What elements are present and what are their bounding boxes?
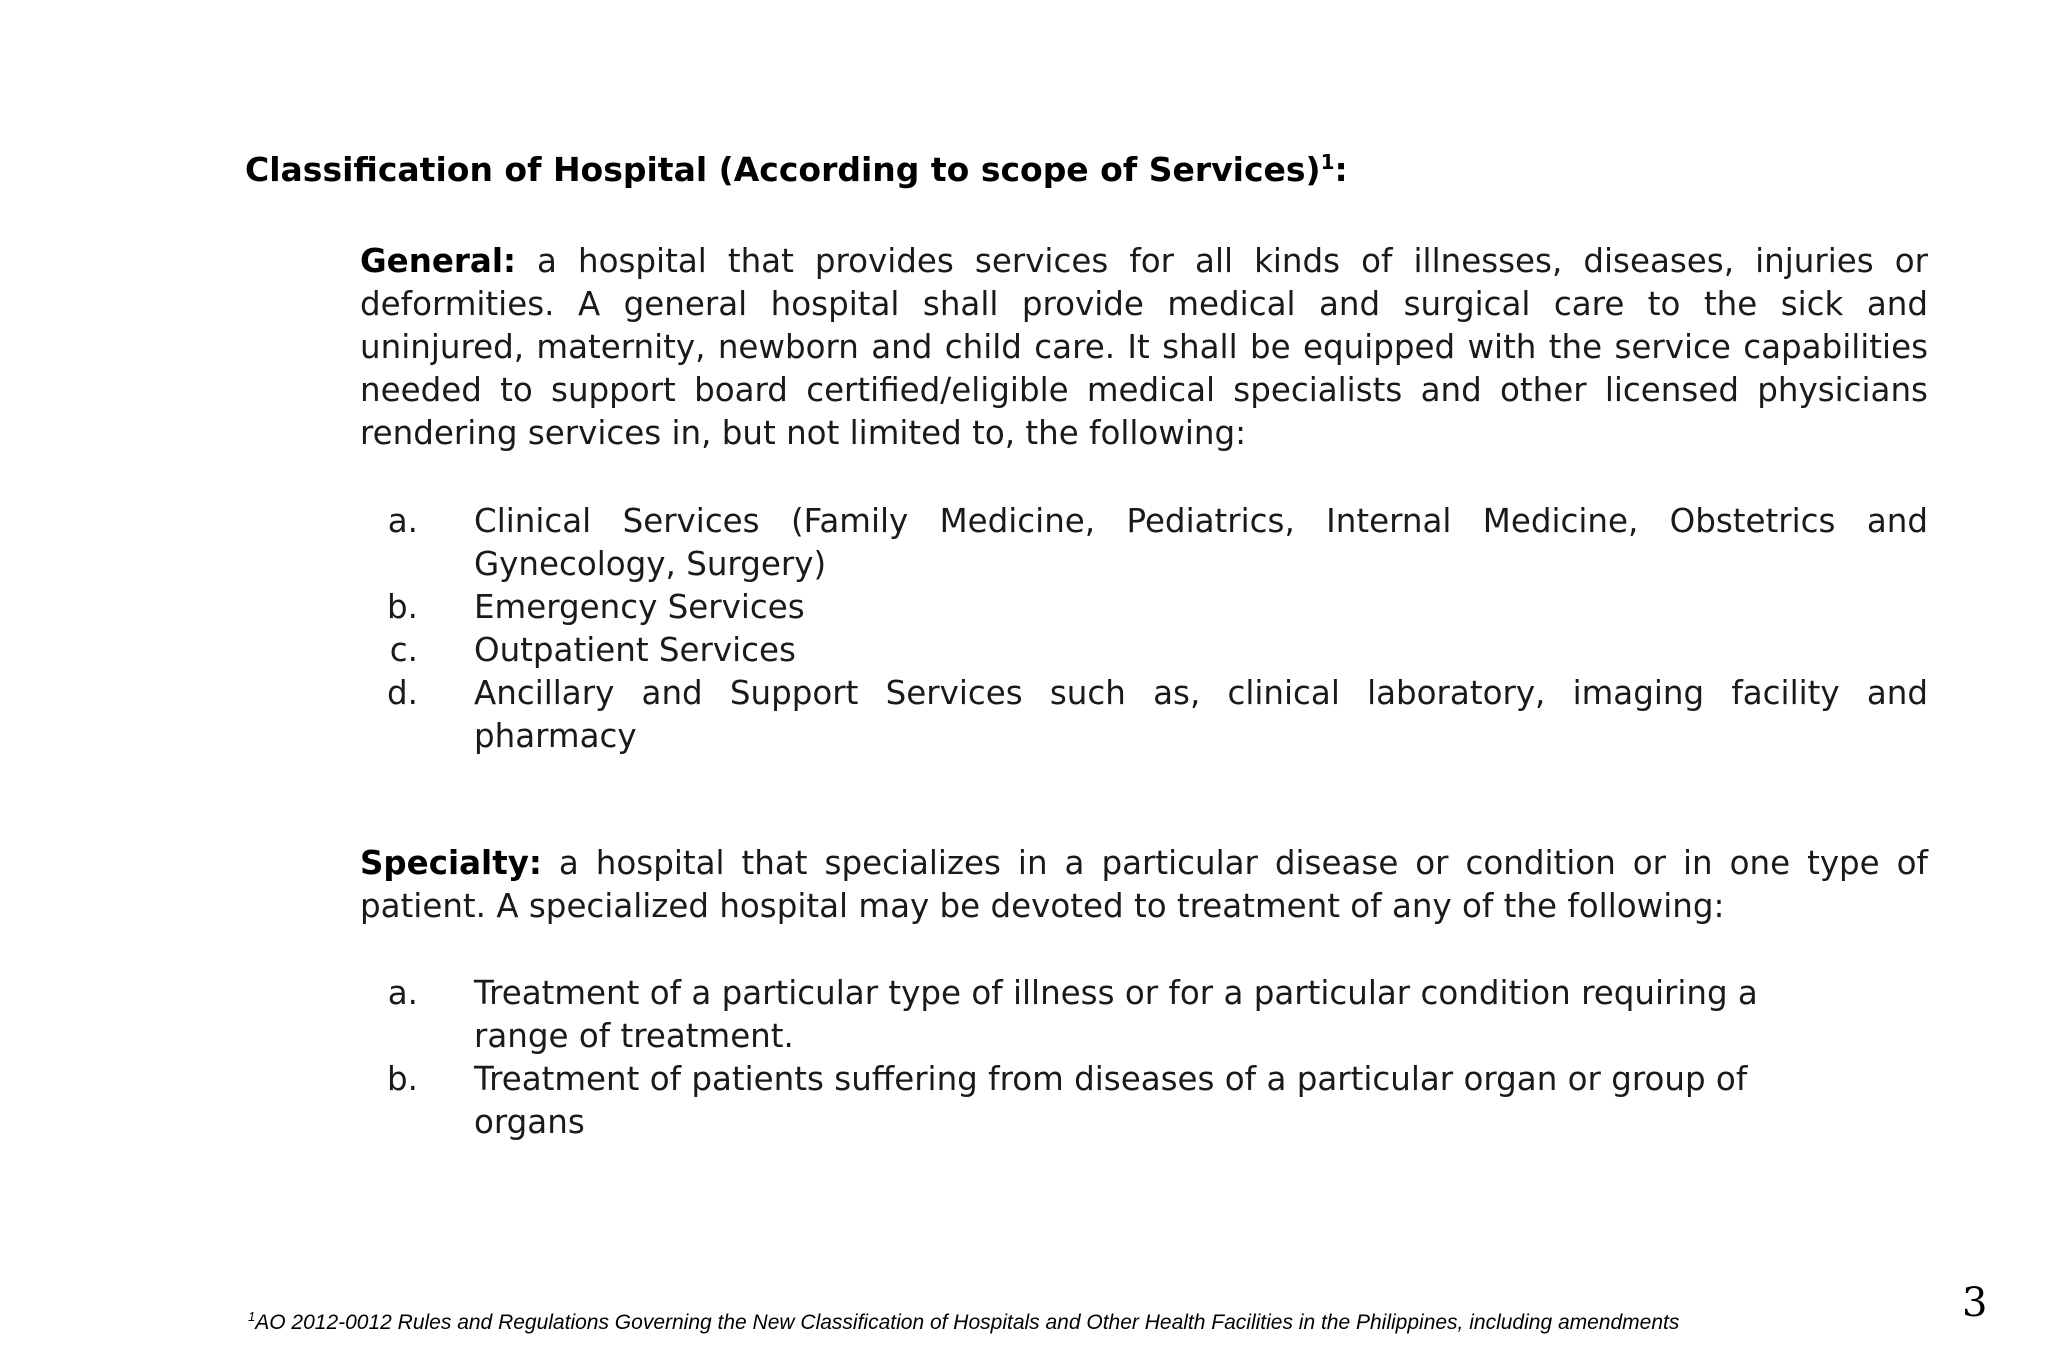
list-item-text: Treatment of patients suffering from diseases of a particular organ or group of organs xyxy=(474,1060,1748,1141)
footnote-text: AO 2012-0012 Rules and Regulations Governing the New Classification of Hospitals and Other Health Facilities in the Philippines, including amendments xyxy=(255,1311,1680,1334)
list-marker: c. xyxy=(389,631,418,669)
page-number: 3 xyxy=(1962,1280,1988,1326)
list-item xyxy=(360,672,1928,758)
general-term: General: xyxy=(360,242,516,280)
general-list-container xyxy=(360,500,1928,758)
specialty-definition-text: a hospital that specializes in a particular disease or condition or in one type of patient. A specialized hospital may be devoted to treatment of any of the following: xyxy=(360,844,1928,925)
list-item xyxy=(360,972,1860,1058)
list-item xyxy=(360,629,1928,672)
list-marker: b. xyxy=(387,588,418,626)
list-item xyxy=(360,500,1928,586)
page-heading xyxy=(245,150,1348,189)
list-item-text: Treatment of a particular type of illness or for a particular condition requiring a range of treatment. xyxy=(474,974,1758,1055)
heading-suffix: : xyxy=(1334,150,1348,189)
footnote xyxy=(248,1309,1679,1335)
list-item xyxy=(360,1058,1860,1144)
specialty-definition xyxy=(360,842,1928,928)
list-item xyxy=(360,586,1928,629)
list-marker: a. xyxy=(387,502,418,540)
specialty-treatment-list xyxy=(360,972,1860,1144)
list-marker: a. xyxy=(387,974,418,1012)
specialty-list-container xyxy=(360,972,1860,1144)
list-item-text: Outpatient Services xyxy=(474,631,796,669)
heading-footnote-ref: 1 xyxy=(1320,150,1335,174)
footnote-marker: 1 xyxy=(248,1309,256,1324)
general-section xyxy=(360,240,1928,455)
specialty-term: Specialty: xyxy=(360,844,542,882)
list-item-text: Emergency Services xyxy=(474,588,805,626)
general-definition-text: a hospital that provides services for all kinds of illnesses, diseases, injuries or deformities. A general hospital shall provide medical and surgical care to the sick and uninjured, maternity, newborn and child care. It shall be equipped with the service capabilities needed to support board certified/eligible medical specialists and other licensed physicians rendering services in, but not limited to, the following: xyxy=(360,242,1928,452)
list-marker: d. xyxy=(387,674,418,712)
specialty-section xyxy=(360,842,1928,928)
general-services-list xyxy=(360,500,1928,758)
list-marker: b. xyxy=(387,1060,418,1098)
heading-text: Classification of Hospital (According to scope of Services) xyxy=(245,150,1321,189)
list-item-text: Ancillary and Support Services such as, clinical laboratory, imaging facility and pharmacy xyxy=(474,674,1928,755)
general-definition xyxy=(360,240,1928,455)
list-item-text: Clinical Services (Family Medicine, Pediatrics, Internal Medicine, Obstetrics and Gynecology, Surgery) xyxy=(474,502,1928,583)
